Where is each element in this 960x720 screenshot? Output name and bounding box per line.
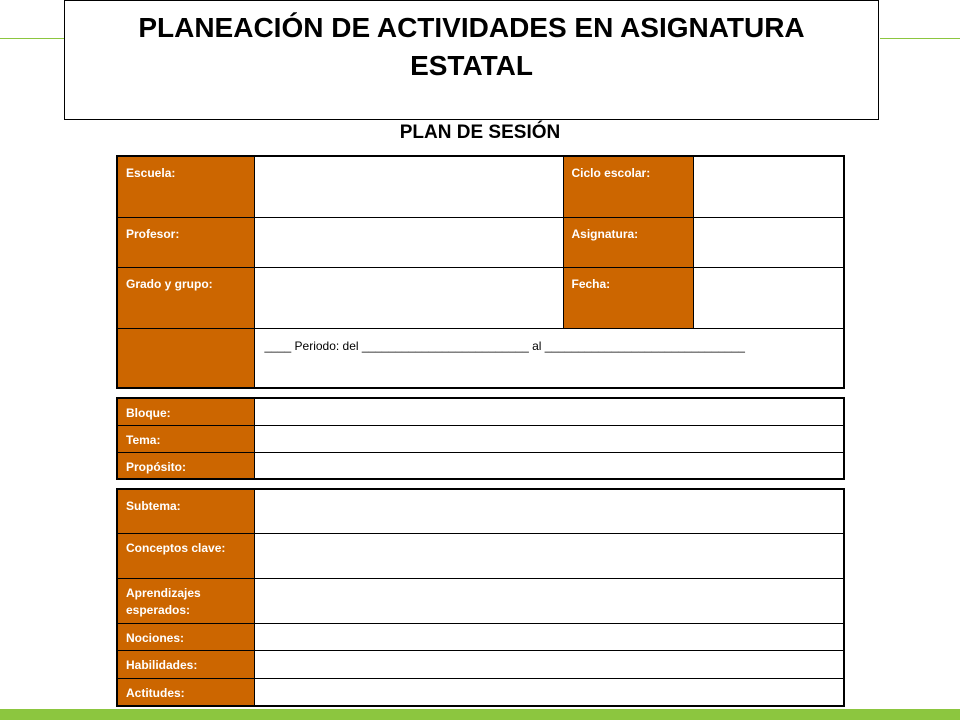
footer-bar: [0, 709, 960, 720]
bloque-table: [116, 397, 845, 480]
info-table: [116, 155, 845, 389]
bloque-label: Bloque:: [117, 398, 254, 425]
page-title: PLANEACIÓN DE ACTIVIDADES EN ASIGNATURA ESTATAL: [138, 12, 805, 81]
aprendizajes-esperados-label: Aprendizajes esperados:: [117, 578, 254, 623]
habilidades-label: Habilidades:: [117, 650, 254, 678]
actitudes-field[interactable]: [254, 678, 844, 706]
tema-label: Tema:: [117, 425, 254, 452]
title-box: [64, 0, 879, 120]
decorative-line-right: [880, 38, 960, 39]
tema-field[interactable]: [254, 425, 844, 452]
subtema-label: Subtema:: [117, 489, 254, 533]
proposito-label: Propósito:: [117, 452, 254, 479]
conceptos-clave-field[interactable]: [254, 533, 844, 578]
proposito-field[interactable]: [254, 452, 844, 479]
conceptos-clave-label: Conceptos clave:: [117, 533, 254, 578]
grado-grupo-label: Grado y grupo:: [117, 267, 254, 328]
periodo-field[interactable]: [254, 328, 844, 388]
ciclo-escolar-label: Ciclo escolar:: [563, 156, 693, 217]
habilidades-field[interactable]: [254, 650, 844, 678]
ciclo-escolar-field[interactable]: [693, 156, 844, 217]
actitudes-label: Actitudes:: [117, 678, 254, 706]
periodo-text: ____ Periodo: del _________________________ al ______________________________: [264, 338, 745, 353]
page-subtitle: PLAN DE SESIÓN: [399, 122, 561, 143]
escuela-field[interactable]: [254, 156, 563, 217]
decorative-line-left: [0, 38, 64, 39]
grado-grupo-field[interactable]: [254, 267, 563, 328]
periodo-label-cell: [117, 328, 254, 388]
subtema-field[interactable]: [254, 489, 844, 533]
profesor-field[interactable]: [254, 217, 563, 267]
nociones-field[interactable]: [254, 623, 844, 650]
asignatura-label: Asignatura:: [563, 217, 693, 267]
escuela-label: Escuela:: [117, 156, 254, 217]
fecha-field[interactable]: [693, 267, 844, 328]
aprendizajes-esperados-field[interactable]: [254, 578, 844, 623]
profesor-label: Profesor:: [117, 217, 254, 267]
nociones-label: Nociones:: [117, 623, 254, 650]
subtema-table: [116, 488, 845, 707]
bloque-field[interactable]: [254, 398, 844, 425]
asignatura-field[interactable]: [693, 217, 844, 267]
fecha-label: Fecha:: [563, 267, 693, 328]
